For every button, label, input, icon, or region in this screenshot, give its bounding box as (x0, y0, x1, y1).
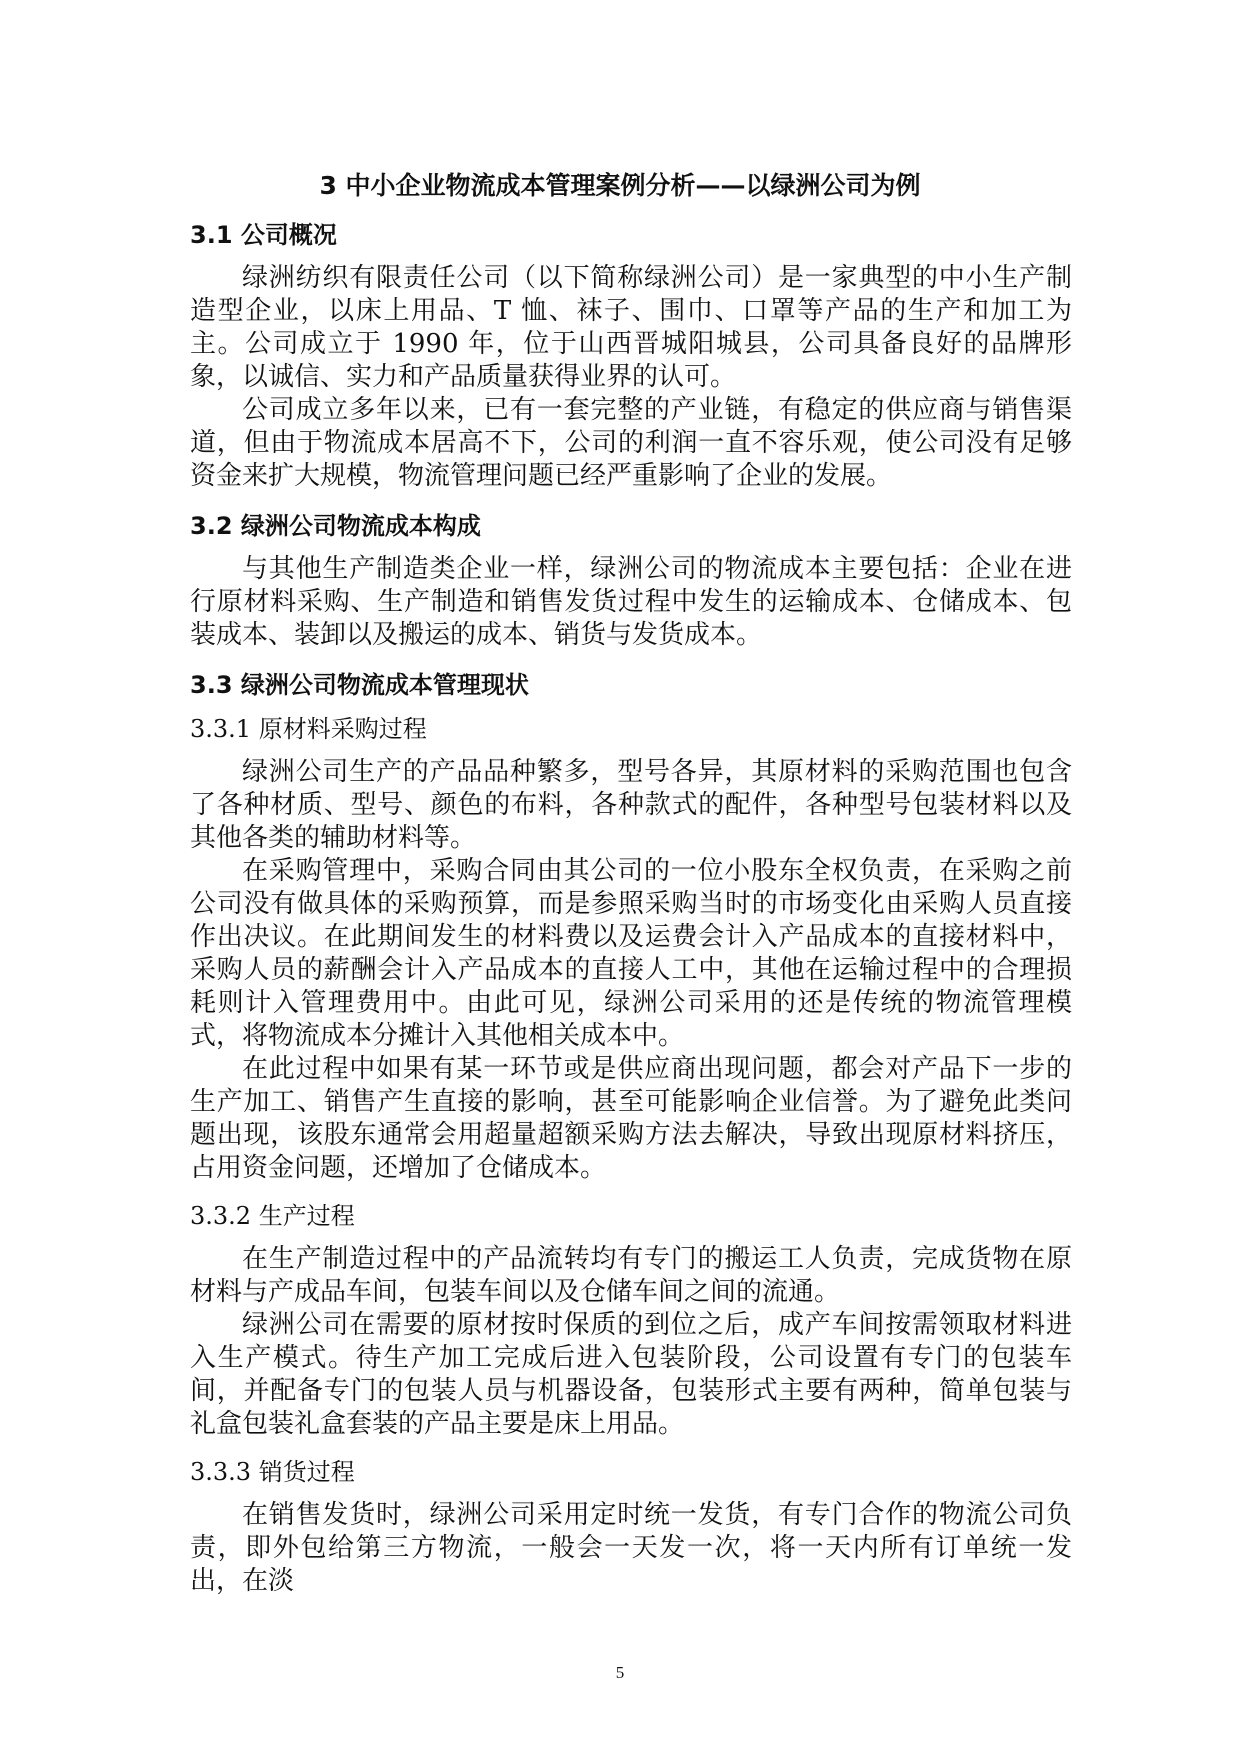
subsection-heading-3-3-1: 3.3.1 原材料采购过程 (190, 715, 427, 743)
subsection-3-3-1-body (190, 756, 1072, 1185)
paragraph: 在采购管理中，采购合同由其公司的一位小股东全权负责，在采购之前公司没有做具体的采购预算，而是参照采购当时的市场变化由采购人员直接作出决议。在此期间发生的材料费以及运费会计入产品成本的直接材料中，采购人员的薪酬会计入产品成本的直接人工中，其他在运输过程中的合理损耗则计入管理费用中。由此可见，绿洲公司采用的还是传统的物流管理模式，将物流成本分摊计入其他相关成本中。 (190, 856, 1072, 1051)
subsection-heading-3-3-2: 3.3.2 生产过程 (190, 1202, 355, 1230)
section-heading-3-2: 3.2 绿洲公司物流成本构成 (190, 512, 481, 540)
paragraph: 绿洲公司生产的产品品种繁多，型号各异，其原材料的采购范围也包含了各种材质、型号、颜色的布料，各种款式的配件，各种型号包装材料以及其他各类的辅助材料等。 (190, 757, 1072, 853)
page-number: 5 (615, 1663, 625, 1682)
section-3-1-body (190, 262, 1072, 493)
paragraph: 在销售发货时，绿洲公司采用定时统一发货，有专门合作的物流公司负责，即外包给第三方物流，一般会一天发一次，将一天内所有订单统一发出，在淡 (190, 1500, 1072, 1596)
paragraph: 在生产制造过程中的产品流转均有专门的搬运工人负责，完成货物在原材料与产成品车间，包装车间以及仓储车间之间的流通。 (190, 1244, 1072, 1307)
chapter-title: 3 中小企业物流成本管理案例分析——以绿洲公司为例 (319, 171, 921, 200)
paragraph: 绿洲公司在需要的原材按时保质的到位之后，成产车间按需领取材料进入生产模式。待生产加工完成后进入包装阶段，公司设置有专门的包装车间，并配备专门的包装人员与机器设备，包装形式主要有两种，简单包装与礼盒包装礼盒套装的产品主要是床上用品。 (190, 1310, 1072, 1439)
paragraph: 与其他生产制造类企业一样，绿洲公司的物流成本主要包括：企业在进行原材料采购、生产制造和销售发货过程中发生的运输成本、仓储成本、包装成本、装卸以及搬运的成本、销货与发货成本。 (190, 554, 1072, 650)
subsection-heading-3-3-3: 3.3.3 销货过程 (190, 1458, 355, 1486)
section-heading-3-1: 3.1 公司概况 (190, 221, 337, 249)
subsection-3-3-3-body (190, 1499, 1072, 1598)
paragraph: 在此过程中如果有某一环节或是供应商出现问题，都会对产品下一步的生产加工、销售产生直接的影响，甚至可能影响企业信誉。为了避免此类问题出现，该股东通常会用超量超额采购方法去解决，导致出现原材料挤压，占用资金问题，还增加了仓储成本。 (190, 1054, 1072, 1183)
subsection-3-3-2-body (190, 1243, 1072, 1441)
section-3-2-body (190, 553, 1072, 652)
paragraph: 绿洲纺织有限责任公司（以下简称绿洲公司）是一家典型的中小生产制造型企业，以床上用品、T 恤、袜子、围巾、口罩等产品的生产和加工为主。公司成立于 1990 年，位于山西晋城阳城县，公司具备良好的品牌形象，以诚信、实力和产品质量获得业界的认可。 (190, 263, 1072, 392)
paragraph: 公司成立多年以来，已有一套完整的产业链，有稳定的供应商与销售渠道，但由于物流成本居高不下，公司的利润一直不容乐观，使公司没有足够资金来扩大规模，物流管理问题已经严重影响了企业的发展。 (190, 395, 1072, 491)
section-heading-3-3: 3.3 绿洲公司物流成本管理现状 (190, 671, 529, 699)
